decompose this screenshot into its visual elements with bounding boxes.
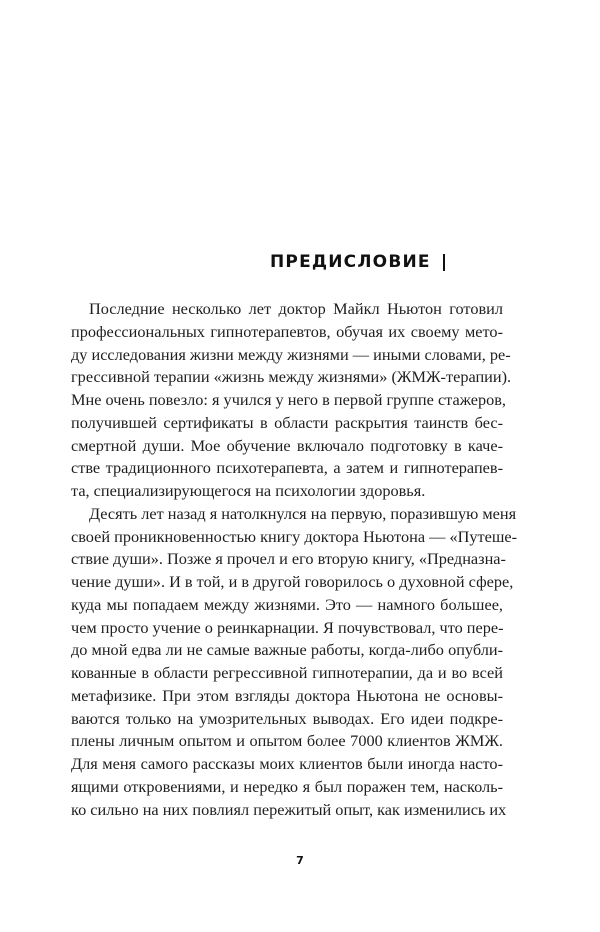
text-line: ваются только на умозрительных выводах. Его идеи подкре- bbox=[71, 708, 503, 728]
text-line: ящими откровениями, и нередко я был поражен тем, насколь- bbox=[71, 776, 503, 796]
text-line: получившей сертификаты в области раскрытия таинств бес- bbox=[71, 412, 503, 432]
text-line: своей проникновенностью книгу доктора Ньютона — «Путеше- bbox=[71, 526, 518, 546]
text-line: ду исследования жизни между жизнями — иными словами, ре- bbox=[71, 344, 511, 364]
text-line: Мне очень повезло: я учился у него в первой группе стажеров, bbox=[71, 390, 507, 409]
text-line: плены личным опытом и опытом более 7000 клиентов ЖМЖ. bbox=[71, 731, 503, 751]
page-number: 7 bbox=[296, 854, 304, 867]
text-line: до мной едва ли не самые важные работы, когда-либо опубли- bbox=[71, 640, 503, 660]
text-line: чение души». И в той, и в другой говорилось о духовной сфере, bbox=[71, 572, 514, 591]
text-line: стве традиционного психотерапевта, а затем и гипнотерапев- bbox=[71, 458, 503, 478]
chapter-heading bbox=[270, 250, 445, 274]
text-line: Для меня самого рассказы моих клиентов были иногда насто- bbox=[71, 754, 503, 773]
text-line: ко сильно на них повлиял пережитый опыт, как изменились их bbox=[71, 799, 507, 819]
text-line: метафизике. При этом взгляды доктора Ньютона не основы- bbox=[71, 685, 503, 705]
chapter-title-bar bbox=[443, 254, 446, 271]
text-line: Последние несколько лет доктор Майкл Ньютон готовил bbox=[89, 299, 503, 318]
chapter-title: ПРЕДИСЛОВИЕ bbox=[270, 252, 431, 272]
text-line: ствие души». Позже я прочел и его вторую книгу, «Предназна- bbox=[71, 549, 506, 569]
text-line: куда мы попадаем между жизнями. Это — намного большее, bbox=[71, 594, 503, 614]
text-line: смертной души. Мое обучение включало подготовку в каче- bbox=[71, 435, 503, 455]
text-line: чем просто учение о реинкарнации. Я почувствовал, что пере- bbox=[71, 617, 504, 637]
text-line: та, специализирующегося на психологии здоровья. bbox=[71, 481, 426, 500]
body-text bbox=[71, 298, 518, 821]
text-line: Десять лет назад я натолкнулся на первую, поразившую меня bbox=[89, 503, 517, 523]
paragraph-2 bbox=[71, 503, 518, 822]
text-line: грессивной терапии «жизнь между жизнями» (ЖМЖ-терапии). bbox=[71, 367, 512, 387]
paragraph-1 bbox=[71, 298, 512, 503]
text-line: кованные в области регрессивной гипнотерапии, да и во всей bbox=[71, 663, 503, 682]
text-line: профессиональных гипнотерапевтов, обучая их своему мето- bbox=[71, 321, 503, 341]
